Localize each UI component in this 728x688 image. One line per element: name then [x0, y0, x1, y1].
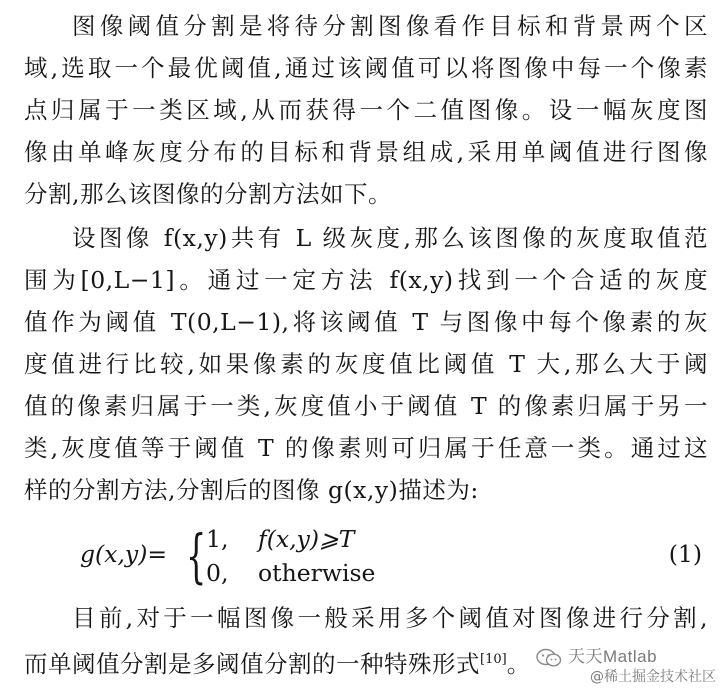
- watermark: [536, 640, 716, 686]
- sentence-end: 。: [506, 650, 531, 678]
- equation-case-2: [206, 558, 376, 588]
- text-line: 目前,对于一幅图像一般采用多个阈值对图像进行分割,: [72, 604, 708, 632]
- text-line: 分割,那么该图像的分割方法如下。: [24, 180, 392, 208]
- text-line: 域,选取一个最优阈值,通过该阈值可以将图像中每一个像素: [24, 54, 708, 82]
- wechat-icon: [536, 648, 562, 668]
- case-1-condition: f(x,y)⩾T: [258, 525, 355, 553]
- text-line: 类,灰度值等于阈值 T 的像素则可归属于任意一类。通过这: [24, 434, 708, 462]
- text-line: 度值进行比较,如果像素的灰度值比阈值 T 大,那么大于阈: [24, 350, 708, 378]
- citation-reference: [10]: [480, 652, 507, 667]
- text-line: 围为[0,L−1]。通过一定方法 f(x,y)找到一个合适的灰度: [24, 266, 708, 294]
- equation-1: [60, 524, 710, 594]
- watermark-community: @稀土掘金技术社区: [590, 669, 716, 685]
- text-line-with-citation: [24, 640, 544, 680]
- text-line: 样的分割方法,分割后的图像 g(x,y)描述为:: [24, 476, 479, 504]
- watermark-brand: 天天Matlab: [568, 647, 658, 666]
- text-line: 值作为阈值 T(0,L−1),将该阈值 T 与图像中每个像素的灰: [24, 308, 708, 336]
- text-line: 而单阈值分割是多阈值分割的一种特殊形式: [24, 650, 480, 678]
- left-brace: {: [186, 522, 207, 590]
- case-2-condition: otherwise: [258, 559, 376, 587]
- equation-number: (1): [668, 540, 702, 568]
- text-line: 像由单峰灰度分布的目标和背景组成,采用单阈值进行图像: [24, 138, 708, 166]
- text-line: 图像阈值分割是将待分割图像看作目标和背景两个区: [72, 12, 708, 40]
- text-line: 点归属于一类区域,从而获得一个二值图像。设一幅灰度图: [24, 96, 708, 124]
- text-line: 设图像 f(x,y)共有 L 级灰度,那么该图像的灰度取值范: [72, 224, 708, 252]
- case-2-value: 0,: [206, 559, 229, 587]
- case-1-value: 1,: [206, 525, 229, 553]
- equation-case-1: [206, 524, 355, 554]
- equation-lhs: g(x,y)=: [80, 540, 168, 568]
- text-line: 值的像素归属于一类,灰度值小于阈值 T 的像素归属于另一: [24, 392, 708, 420]
